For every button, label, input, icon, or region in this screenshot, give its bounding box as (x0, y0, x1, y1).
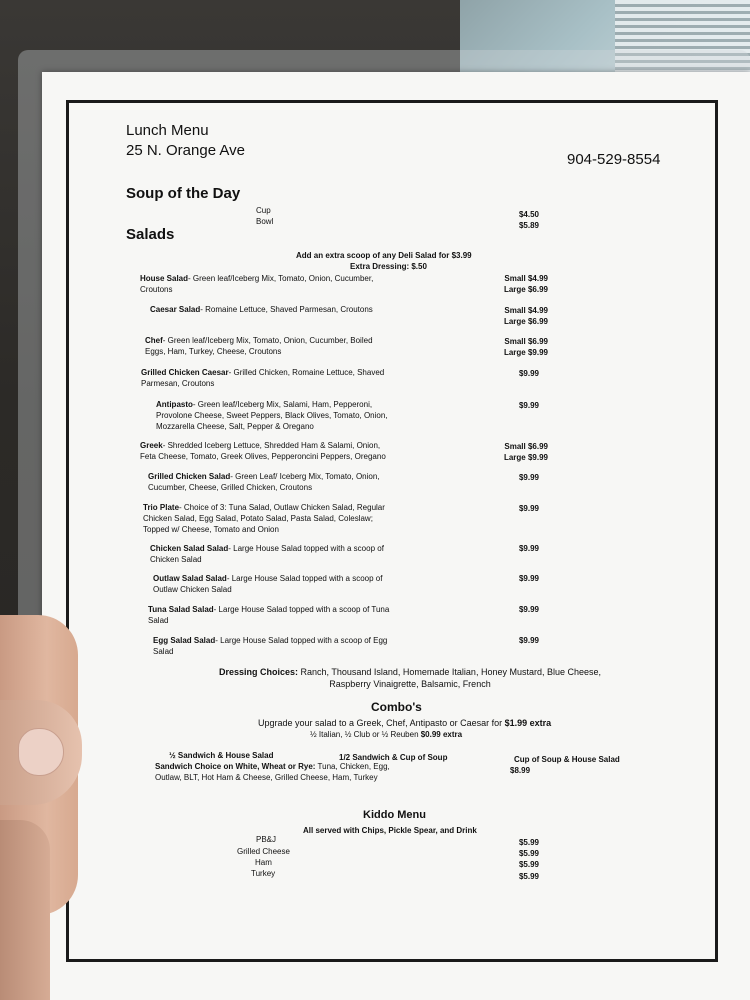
salad-item-price: $9.99 (518, 473, 539, 482)
menu-address: 25 N. Orange Ave (126, 142, 245, 159)
menu-title: Lunch Menu (126, 122, 209, 139)
salad-item-price: Small $6.99 (504, 442, 548, 451)
salad-item-price: Large $6.99 (503, 285, 548, 294)
salad-item-price: $9.99 (518, 504, 539, 513)
dressing-list: Ranch, Thousand Island, Homemade Italian, Honey Mustard, Blue Cheese, Raspberry Vinaigrette, Balsamic, French (298, 667, 602, 689)
salad-item-price: $9.99 (518, 605, 539, 614)
salad-item-price: $9.99 (518, 544, 539, 553)
soup-heading: Soup of the Day (126, 185, 241, 202)
salad-item (145, 335, 390, 357)
kiddo-item-name: PB&J (256, 835, 277, 844)
salad-item-desc: - Large House Salad topped with a scoop of Tuna Salad (148, 605, 390, 625)
salad-item (143, 502, 391, 535)
salad-item-price: Small $6.99 (504, 337, 548, 346)
combos-upgrade-text: Upgrade your salad to a Greek, Chef, Antipasto or Caesar for (258, 718, 505, 728)
soup-item-price: $5.89 (518, 221, 539, 230)
salad-item (156, 399, 388, 432)
soup-item-price: $4.50 (518, 210, 539, 219)
salad-item-price: Small $4.99 (504, 306, 548, 315)
salad-item-name: Chef (145, 336, 163, 345)
kiddo-subtitle: All served with Chips, Pickle Spear, and Drink (303, 826, 477, 835)
salad-item-desc: - Green leaf/Iceberg Mix, Tomato, Onion, Cucumber, Croutons (140, 274, 374, 294)
combos-upgrade-line (258, 717, 551, 729)
kiddo-item-price: $5.99 (518, 872, 539, 881)
salad-item-price: $9.99 (518, 574, 539, 583)
salad-item-desc: - Large House Salad topped with a scoop of Egg Salad (153, 636, 388, 656)
salad-item-price: $9.99 (518, 636, 539, 645)
salad-item (148, 604, 390, 626)
salads-heading: Salads (126, 226, 175, 243)
salad-item (140, 273, 388, 295)
salad-item-name: Egg Salad Salad (153, 636, 216, 645)
salad-item-name: House Salad (140, 274, 189, 283)
kiddo-item-price: $5.99 (518, 849, 539, 858)
combo-col3-price: $8.99 (510, 766, 531, 775)
dressing-label: Dressing Choices: (218, 667, 298, 677)
salad-item-desc: - Green leaf/Iceberg Mix, Tomato, Onion, Cucumber, Boiled Eggs, Ham, Turkey, Cheese, Croutons (145, 336, 373, 356)
salad-item-price: Large $9.99 (503, 348, 548, 357)
combo-col1-items: Tuna, Chicken, Egg, Outlaw, BLT, Hot Ham & Cheese, Grilled Cheese, Ham, Turkey (155, 762, 390, 782)
salad-item (140, 440, 390, 462)
combo-col1-title: ½ Sandwich & House Salad (169, 751, 274, 760)
menu-phone: 904-529-8554 (567, 151, 661, 168)
salad-item-name: Tuna Salad Salad (148, 605, 214, 614)
salad-item-desc: - Romaine Lettuce, Shaved Parmesan, Croutons (200, 305, 373, 314)
kiddo-item-price: $5.99 (518, 860, 539, 869)
salad-item-name: Antipasto (156, 400, 193, 409)
combo-col1-label: Sandwich Choice on White, Wheat or Rye: (155, 762, 316, 771)
salad-item-price: Large $6.99 (503, 317, 548, 326)
salad-item-name: Grilled Chicken Salad (148, 472, 231, 481)
salad-item-price: $9.99 (518, 401, 539, 410)
salads-note-extra-scoop: Add an extra scoop of any Deli Salad for $3.99 (296, 251, 472, 260)
salad-item (153, 635, 389, 657)
salad-item-name: Caesar Salad (150, 305, 201, 314)
salad-item-desc: - Green Leaf/ Iceberg Mix, Tomato, Onion, Cucumber, Cheese, Grilled Chicken, Croutons (148, 472, 380, 492)
salad-item-desc: - Grilled Chicken, Romaine Lettuce, Shaved Parmesan, Croutons (141, 368, 385, 388)
combos-upgrade-price: $1.99 extra (504, 718, 552, 728)
salad-item (148, 471, 390, 493)
combo-col3-title: Cup of Soup & House Salad (514, 755, 620, 764)
soup-item-name: Bowl (256, 217, 274, 226)
combos-half-line (310, 729, 462, 740)
combos-half-text: ½ Italian, ½ Club or ½ Reuben (310, 730, 421, 739)
salad-item (150, 543, 390, 565)
salad-item-desc: - Large House Salad topped with a scoop of Outlaw Chicken Salad (153, 574, 383, 594)
salad-item-name: Grilled Chicken Caesar (141, 368, 229, 377)
salad-item (141, 367, 391, 389)
salad-item-price: $9.99 (518, 369, 539, 378)
combos-half-price: $0.99 extra (420, 730, 463, 739)
salad-item-desc: - Choice of 3: Tuna Salad, Outlaw Chicken Salad, Regular Chicken Salad, Egg Salad, Potato Salad, Pasta Salad, Coleslaw; Topped w/ Cheese, Tomato and Onion (143, 503, 385, 534)
salad-item-desc: - Green leaf/Iceberg Mix, Salami, Ham, Pepperoni, Provolone Cheese, Sweet Peppers, Black Olives, Tomato, Onion, Mozzarella Cheese, Salt, Pepper & Oregano (156, 400, 388, 431)
combo-col2-title: 1/2 Sandwich & Cup of Soup (339, 753, 448, 762)
salad-item-name: Trio Plate (143, 503, 180, 512)
salad-item (150, 304, 390, 315)
kiddo-heading: Kiddo Menu (363, 809, 426, 821)
thumb-nail (18, 728, 64, 776)
salad-item-price: Large $9.99 (503, 453, 548, 462)
kiddo-item-name: Grilled Cheese (237, 847, 290, 856)
kiddo-item-price: $5.99 (518, 838, 539, 847)
salad-item (153, 573, 389, 595)
hand-palm (0, 820, 50, 1000)
salad-item-name: Chicken Salad Salad (150, 544, 229, 553)
kiddo-item-name: Ham (255, 858, 272, 867)
dressing-choices (200, 666, 620, 690)
salads-note-extra-dressing: Extra Dressing: $.50 (350, 262, 427, 271)
combos-heading: Combo's (371, 700, 422, 714)
soup-item-name: Cup (256, 206, 271, 215)
salad-item-name: Greek (140, 441, 163, 450)
salad-item-name: Outlaw Salad Salad (153, 574, 227, 583)
kiddo-item-name: Turkey (251, 869, 276, 878)
combo-col1-desc (155, 761, 390, 783)
salad-item-price: Small $4.99 (504, 274, 548, 283)
salad-item-desc: - Shredded Iceberg Lettuce, Shredded Ham & Salami, Onion, Feta Cheese, Tomato, Greek Olives, Pepperoncini Peppers, Oregano (140, 441, 386, 461)
salad-item-desc: - Large House Salad topped with a scoop of Chicken Salad (150, 544, 384, 564)
